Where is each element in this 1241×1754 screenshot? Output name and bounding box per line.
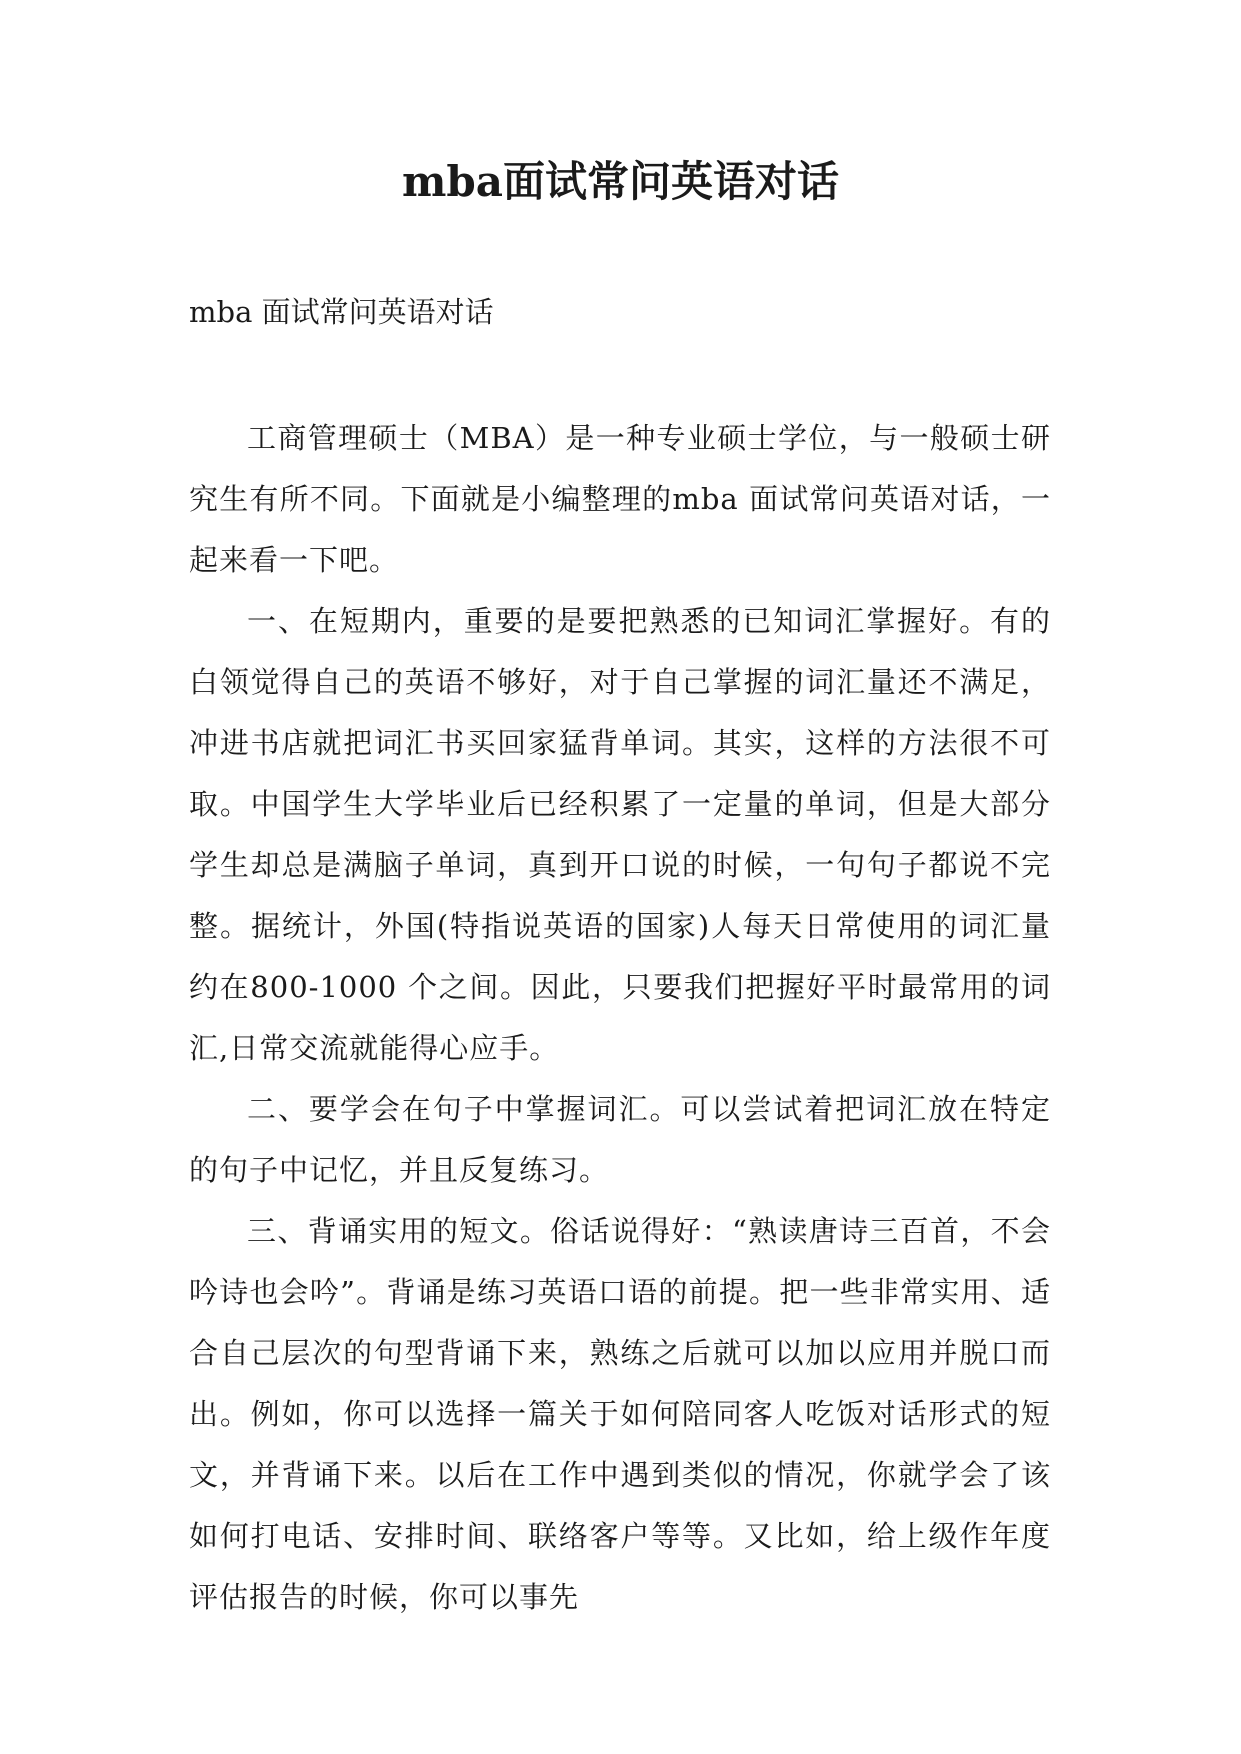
paragraph-point-3: 三、背诵实用的短文。俗话说得好：“熟读唐诗三百首，不会吟诗也会吟”。背诵是练习英语口语的前提。把一些非常实用、适合自己层次的句型背诵下来，熟练之后就可以加以应用并脱口而出。例如，你可以选择一篇关于如何陪同客人吃饭对话形式的短文，并背诵下来。以后在工作中遇到类似的情况，你就学会了该如何打电话、安排时间、联络客户等等。又比如，给上级作年度评估报告的时候，你可以事先 bbox=[189, 1214, 1051, 1614]
paragraph-point-1: 一、在短期内，重要的是要把熟悉的已知词汇掌握好。有的白领觉得自己的英语不够好，对于自己掌握的词汇量还不满足，冲进书店就把词汇书买回家猛背单词。其实，这样的方法很不可取。中国学生大学毕业后已经积累了一定量的单词，但是大部分学生却总是满脑子单词，真到开口说的时候，一句句子都说不完整。据统计，外国(特指说英语的国家)人每天日常使用的词汇量约在800-1000 个之间。因此，只要我们把握好平时最常用的词汇,日常交流就能得心应手。 bbox=[189, 604, 1051, 1065]
document-body bbox=[189, 408, 1051, 1628]
document-title: mba面试常问英语对话 bbox=[401, 157, 840, 206]
paragraph-intro: 工商管理硕士（MBA）是一种专业硕士学位，与一般硕士研究生有所不同。下面就是小编整理的mba 面试常问英语对话，一起来看一下吧。 bbox=[189, 421, 1051, 577]
document-subtitle: mba 面试常问英语对话 bbox=[189, 295, 494, 329]
paragraph-point-2: 二、要学会在句子中掌握词汇。可以尝试着把词汇放在特定的句子中记忆，并且反复练习。 bbox=[189, 1092, 1051, 1187]
